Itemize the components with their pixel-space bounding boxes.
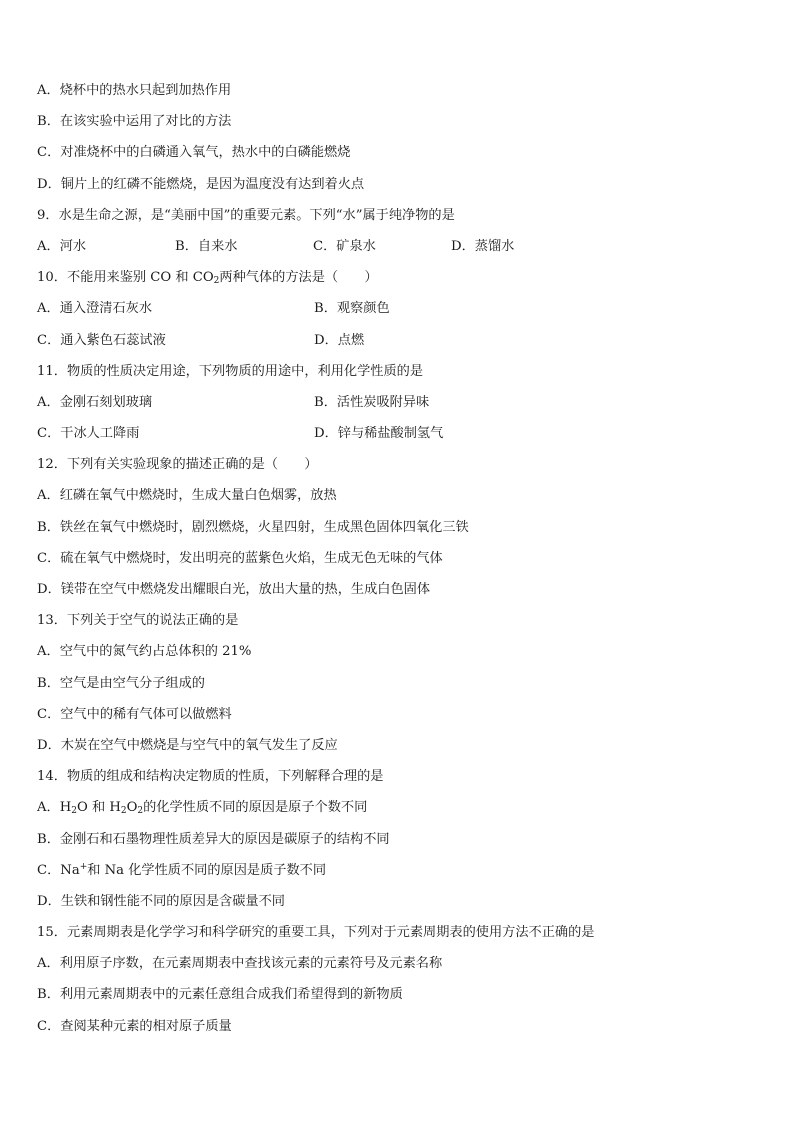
q14-option-b: B．金刚石和石墨物理性质差异大的原因是碳原子的结构不同 [37,831,390,847]
q9-options [37,236,737,267]
q9-stem: 9．水是生命之源，是“美丽中国”的重要元素。下列“水”属于纯净物的是 [37,207,455,223]
q12-option-d: D．镁带在空气中燃烧发出耀眼白光，放出大量的热，生成白色固体 [37,582,431,597]
q9-option-d: D．蒸馏水 [451,238,515,254]
q9-option-c: C．矿泉水 [313,238,376,254]
q11-options-row2 [37,423,737,454]
q15-option-a: A．利用原子序数，在元素周期表中查找该元素的元素符号及元素名称 [37,956,443,972]
q10-options-row1 [37,298,737,329]
q11-options-row1 [37,392,737,423]
q15-option-b: B．利用元素周期表中的元素任意组合成我们希望得到的新物质 [37,987,403,1003]
q11-stem: 11．物质的性质决定用途，下列物质的用途中，利用化学性质的是 [37,363,424,379]
q13-option-d: D．木炭在空气中燃烧是与空气中的氧气发生了反应 [37,737,338,753]
q8-option-c: C．对准烧杯中的白磷通入氧气，热水中的白磷能燃烧 [37,145,351,161]
q15-option-c: C．查阅某种元素的相对原子质量 [37,1018,232,1034]
q14-option-d: D．生铁和钢性能不同的原因是含碳量不同 [37,893,285,909]
q8-option-a: A．烧杯中的热水只起到加热作用 [37,83,232,98]
q10-option-a: A．通入澄清石灰水 [37,301,153,317]
q13-option-b: B．空气是由空气分子组成的 [37,675,205,691]
q8-option-b: B．在该实验中运用了对比的方法 [37,114,232,130]
exam-page [37,80,737,1047]
q14-stem: 14．物质的组成和结构决定物质的性质，下列解释合理的是 [37,769,384,785]
q8-option-d: D．铜片上的红磷不能燃烧，是因为温度没有达到着火点 [37,176,365,192]
q11-option-b: B．活性炭吸附异味 [314,394,430,410]
q11-option-d: D．锌与稀盐酸制氢气 [314,426,444,442]
q13-option-a: A．空气中的氮气约占总体积的 21% [37,644,252,660]
q9-option-b: B．自来水 [175,238,238,254]
q14-option-a: A．$H_2O$ 和 $H_2O_2$的化学性质不同的原因是原子个数不同 [37,800,368,817]
q11-option-c: C．干冰人工降雨 [37,426,140,442]
q12-option-c: C．硫在氧气中燃烧时，发出明亮的蓝紫色火焰，生成无色无味的气体 [37,550,443,566]
q10-options-row2 [37,330,737,361]
q10-stem: 10．不能用来鉴别 CO 和 $CO_2$两种气体的方法是（ ） [37,270,378,287]
q9-option-a: A．河水 [37,238,87,254]
q13-stem: 13．下列关于空气的说法正确的是 [37,613,239,629]
q12-option-b: B．铁丝在氧气中燃烧时，剧烈燃烧，火星四射，生成黑色固体四氧化三铁 [37,519,469,535]
q10-option-b: B．观察颜色 [314,301,390,317]
q15-stem: 15．元素周期表是化学学习和科学研究的重要工具，下列对于元素周期表的使用方法不正确的是 [37,925,595,941]
q10-option-c: C．通入紫色石蕊试液 [37,332,166,348]
q10-option-d: D．点燃 [314,332,365,348]
q12-stem: 12．下列有关实验现象的描述正确的是（ ） [37,457,318,473]
q13-option-c: C．空气中的稀有气体可以做燃料 [37,706,232,722]
q14-option-c: C．Na+和 Na 化学性质不同的原因是质子数不同 [37,861,327,878]
q11-option-a: A．金刚石刻划玻璃 [37,394,153,410]
q12-option-a: A．红磷在氧气中燃烧时，生成大量白色烟雾，放热 [37,488,337,504]
